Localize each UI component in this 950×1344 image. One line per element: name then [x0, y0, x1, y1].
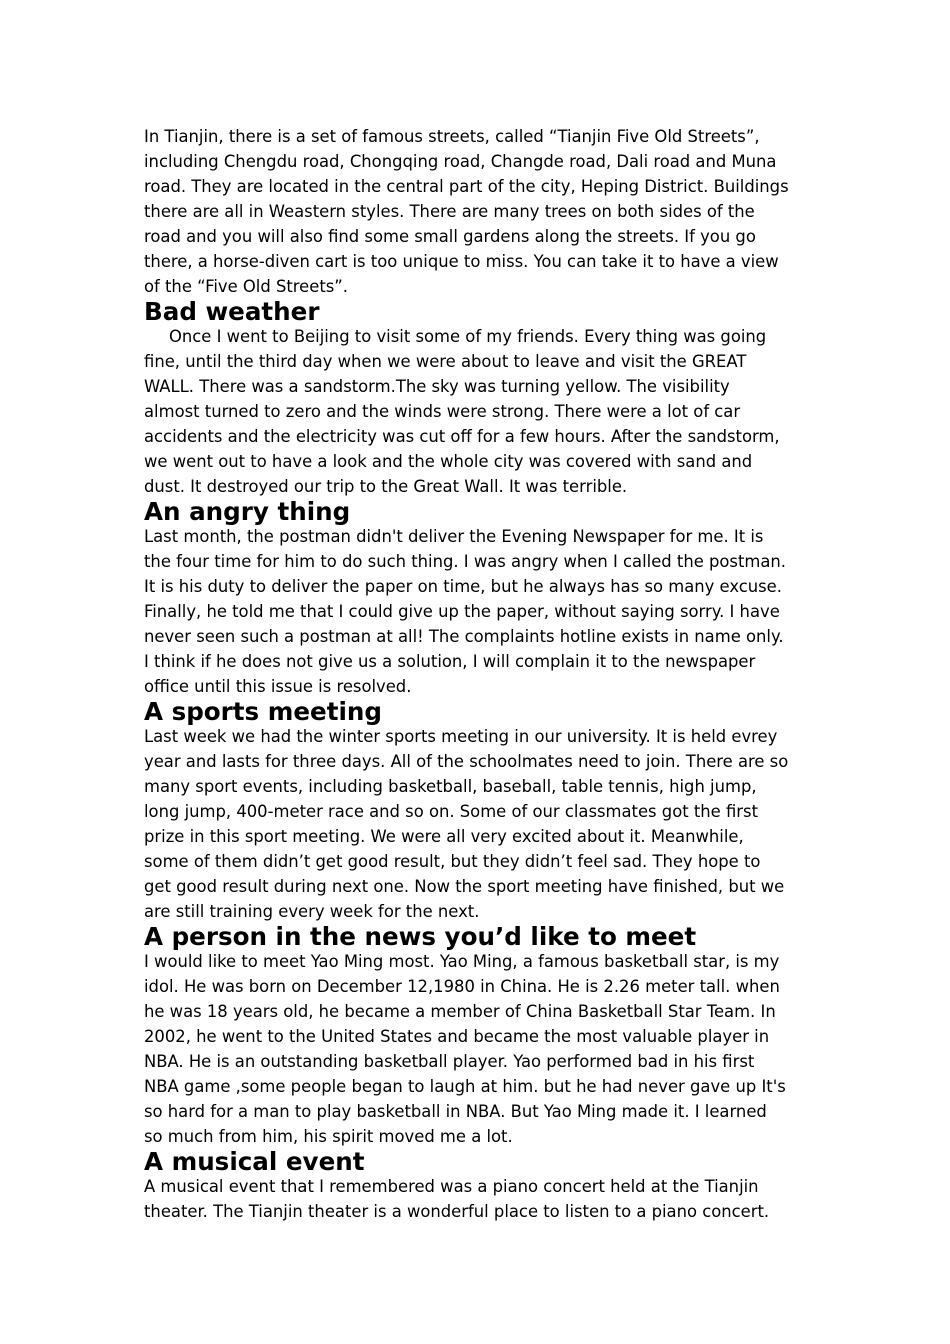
- section-body-bad-weather: Once I went to Beijing to visit some of my friends. Every thing was going fine, until the third day when we were about to leave and visit the GREAT WALL. There was a sandstorm.The sky was turning yellow. The visibility almost turned to zero and the winds were strong. There were a lot of car accidents and the electricity was cut off for a few hours. After the sandstorm, we went out to have a look and the whole city was covered with sand and dust. It destroyed our trip to the Great Wall. It was terrible.: [144, 327, 780, 496]
- section-heading-musical-event: A musical event: [144, 1147, 365, 1176]
- document-page: [144, 124, 809, 1224]
- intro-paragraph: In Tianjin, there is a set of famous streets, called “Tianjin Five Old Streets”, including Chengdu road, Chongqing road, Changde road, Dali road and Muna road. They are located in the central part of the city, Heping District. Buildings there are all in Weastern styles. There are many trees on both sides of the road and you will also find some small gardens along the streets. If you go there, a horse-diven cart is too unique to miss. You can take it to have a view of the “Five Old Streets”.: [144, 127, 789, 296]
- section-body-person-in-news: I would like to meet Yao Ming most. Yao Ming, a famous basketball star, is my idol. He was born on December 12,1980 in China. He is 2.26 meter tall. when he was 18 years old, he became a member of China Basketball Star Team. In 2002, he went to the United States and became the most valuable player in NBA. He is an outstanding basketball player. Yao performed bad in his first NBA game ,some people began to laugh at him. but he had never gave up It's so hard for a man to play basketball in NBA. But Yao Ming made it. I learned so much from him, his spirit moved me a lot.: [144, 952, 786, 1146]
- section-heading-angry-thing: An angry thing: [144, 497, 351, 526]
- section-body-musical-event: A musical event that I remembered was a piano concert held at the Tianjin theater. The Tianjin theater is a wonderful place to listen to a piano concert.: [144, 1177, 770, 1221]
- section-heading-person-in-news: A person in the news you’d like to meet: [144, 922, 697, 951]
- section-heading-sports-meeting: A sports meeting: [144, 697, 382, 726]
- section-heading-bad-weather: Bad weather: [144, 297, 320, 326]
- section-body-angry-thing: Last month, the postman didn't deliver the Evening Newspaper for me. It is the four time for him to do such thing. I was angry when I called the postman. It is his duty to deliver the paper on time, but he always has so many excuse. Finally, he told me that I could give up the paper, without saying sorry. I have never seen such a postman at all! The complaints hotline exists in name only. I think if he does not give us a solution, I will complain it to the newspaper office until this issue is resolved.: [144, 527, 787, 696]
- section-body-sports-meeting: Last week we had the winter sports meeting in our university. It is held evrey year and lasts for three days. All of the schoolmates need to join. There are so many sport events, including basketball, baseball, table tennis, high jump, long jump, 400-meter race and so on. Some of our classmates got the first prize in this sport meeting. We were all very excited about it. Meanwhile, some of them didn’t get good result, but they didn’t feel sad. They hope to get good result during next one. Now the sport meeting have finished, but we are still training every week for the next.: [144, 727, 789, 921]
